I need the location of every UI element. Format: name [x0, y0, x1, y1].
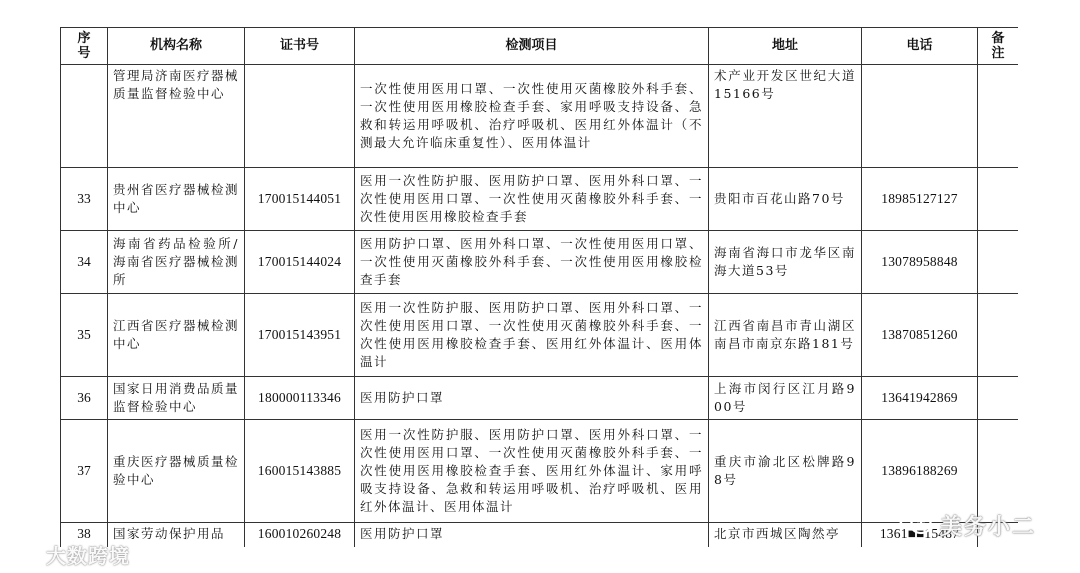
cell-seq: 34: [61, 231, 108, 294]
cell-items: 医用防护口罩: [355, 523, 709, 548]
cell-phone: 1361■■15487: [862, 523, 978, 548]
cell-phone: 13896188269: [862, 420, 978, 523]
cell-phone: 13641942869: [862, 377, 978, 420]
cell-note: [978, 294, 1019, 377]
cell-seq: 36: [61, 377, 108, 420]
cell-phone: 13078958848: [862, 231, 978, 294]
cell-items: 医用一次性防护服、医用防护口罩、医用外科口罩、一次性使用医用口罩、一次性使用灭菌橡胶外科手套、一次性使用医用橡胶检查手套、医用红外体温计、医用体温计: [355, 294, 709, 377]
watermark-left: [8, 540, 130, 568]
cell-cert: 170015143951: [245, 294, 355, 377]
document-page: [60, 27, 1018, 547]
cell-items: 一次性使用医用口罩、一次性使用灭菌橡胶外科手套、一次性使用医用橡胶检查手套、家用呼吸支持设备、急救和转运用呼吸机、治疗呼吸机、医用红外体温计（不测最大允许临床重复性）、医用体温计: [355, 65, 709, 168]
cell-name: 重庆医疗器械质量检验中心: [108, 420, 245, 523]
cell-name: 海南省药品检验所/海南省医疗器械检测所: [108, 231, 245, 294]
table-row: [61, 231, 1019, 294]
cell-address: 重庆市渝北区松牌路98号: [709, 420, 862, 523]
header-name: 机构名称: [108, 28, 245, 65]
cell-items: 医用防护口罩、医用外科口罩、一次性使用医用口罩、一次性使用灭菌橡胶外科手套、一次性使用医用橡胶检查手套: [355, 231, 709, 294]
cell-items: 医用一次性防护服、医用防护口罩、医用外科口罩、一次性使用医用口罩、一次性使用灭菌橡胶外科手套、一次性使用医用橡胶检查手套: [355, 168, 709, 231]
cell-phone: 18985127127: [862, 168, 978, 231]
table-row: [61, 523, 1019, 548]
header-cert: 证书号: [245, 28, 355, 65]
institution-table: [60, 27, 1018, 547]
cell-address: 海南省海口市龙华区南海大道53号: [709, 231, 862, 294]
cell-seq: [61, 65, 108, 168]
cell-name: 贵州省医疗器械检测中心: [108, 168, 245, 231]
table-row: [61, 168, 1019, 231]
table-row: [61, 420, 1019, 523]
cell-seq: 38: [61, 523, 108, 548]
cell-address: 贵阳市百花山路70号: [709, 168, 862, 231]
cell-phone: 13870851260: [862, 294, 978, 377]
cell-address: 江西省南昌市青山湖区南昌市南京东路181号: [709, 294, 862, 377]
cell-name: 国家劳动保护用品: [108, 523, 245, 548]
cell-note: [978, 231, 1019, 294]
cell-cert: 160015143885: [245, 420, 355, 523]
cell-cert: 180000113346: [245, 377, 355, 420]
cell-name: 国家日用消费品质量监督检验中心: [108, 377, 245, 420]
cell-seq: 35: [61, 294, 108, 377]
cell-cert: 170015144051: [245, 168, 355, 231]
wechat-icon: [898, 508, 934, 542]
cell-seq: 33: [61, 168, 108, 231]
cell-cert: 160010260248: [245, 523, 355, 548]
watermark-left-text: 大数跨境: [46, 543, 130, 568]
header-address: 地址: [709, 28, 862, 65]
header-phone: 电话: [862, 28, 978, 65]
cell-items: 医用防护口罩: [355, 377, 709, 420]
cell-note: [978, 168, 1019, 231]
cell-items: 医用一次性防护服、医用防护口罩、医用外科口罩、一次性使用医用口罩、一次性使用灭菌橡胶外科手套、一次性使用医用橡胶检查手套、医用红外体温计、家用呼吸支持设备、急救和转运用呼吸机、治疗呼吸机、医用红外体温计、医用体温计: [355, 420, 709, 523]
table-row: [61, 65, 1019, 168]
table-row: [61, 377, 1019, 420]
table-row: [61, 294, 1019, 377]
cell-phone: [862, 65, 978, 168]
header-items: 检测项目: [355, 28, 709, 65]
table-header-row: [61, 28, 1019, 65]
cell-cert: [245, 65, 355, 168]
header-note: 备 注: [978, 28, 1019, 65]
watermark-right-text: 美务小二: [940, 514, 1037, 540]
cell-address: 术产业开发区世纪大道15166号: [709, 65, 862, 168]
cell-seq: 37: [61, 420, 108, 523]
weibo-icon: [8, 540, 42, 569]
cell-name: 江西省医疗器械检测中心: [108, 294, 245, 377]
header-seq: 序 号: [61, 28, 108, 65]
cell-cert: 170015144024: [245, 231, 355, 294]
cell-name: 管理局济南医疗器械质量监督检验中心: [108, 65, 245, 168]
cell-note: [978, 65, 1019, 168]
watermark-right: [898, 508, 1036, 542]
cell-address: 上海市闵行区江月路900号: [709, 377, 862, 420]
cell-address: 北京市西城区陶然亭: [709, 523, 862, 548]
cell-note: [978, 377, 1019, 420]
